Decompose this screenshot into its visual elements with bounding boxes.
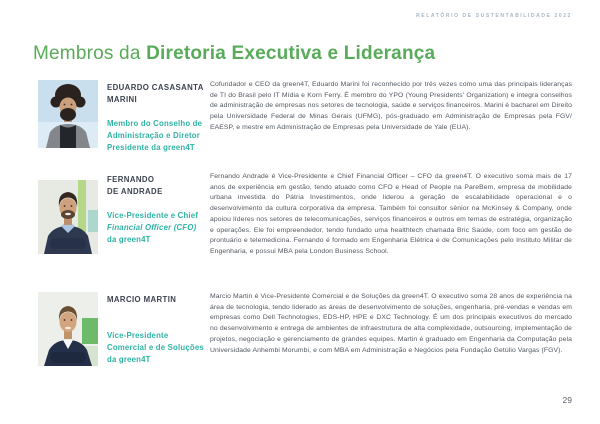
member-name (107, 174, 205, 198)
member-role-line: Vice-Presidente (107, 331, 169, 340)
portrait-photo-marcio-martin (38, 292, 98, 366)
member-role-line: Financial Officer (CFO) (107, 223, 197, 232)
member-role-line: da green4T (107, 235, 151, 244)
member-name-line: FERNANDO (107, 175, 155, 184)
page-title (33, 43, 435, 65)
member-bio: Marcio Martin é Vice-Presidente Comercial e de Soluções da green4T. O executivo soma 28 anos de experiência na área de tecnologia, tendo liderado as áreas de desenvolvimento de soluções, engenharia, pré-vendas e vendas em empresas como Dell Technologies, EDS-HP, HPE e DXC Technology. É um dos principais executivos do mercado no desenvolvimento e entrega de ambientes de infraestrutura de alta complexidade, outsourcing, implementação de projetos, negociação e gerenciamento de grandes equipes. Martin é graduado em Engenharia da Computação pela Universidade Anhembi Morumbi, e com MBA em Administração e Negócios pela Fundação Getúlio Vargas (FGV). (210, 293, 572, 354)
running-header: RELATÓRIO DE SUSTENTABILIDADE 2022 (416, 13, 572, 19)
portrait-photo-fernando-de-andrade (38, 180, 98, 254)
member-info (107, 174, 205, 246)
member-name-line: MARINI (107, 95, 138, 104)
member-bio: Cofundador e CEO da green4T, Eduardo Marini foi reconhecido por três vezes como uma das principais lideranças de TI do Brasil pelo IT Mídia e Korn Ferry. É membro do YPO (Young Presidents' Organization) e integra conselhos de administração de empresas nos setores de tecnologia, saúde e serviços financeiros. Marini é bacharel em Direito pela Universidade Federal de Minas Gerais (UFMG), pós-graduado em Administração de Empresas pela FGV/ EAESP, e mestre em Administração de Empresas pela Universidade de Yale (EUA). (210, 81, 572, 131)
member-role-line: Membro do Conselho de (107, 119, 203, 128)
profile-row-fernando-de-andrade (33, 172, 572, 258)
member-info (107, 294, 205, 366)
profile-row-marcio-martin (33, 292, 572, 366)
member-name (107, 294, 205, 318)
member-name (107, 82, 205, 106)
member-role (107, 118, 205, 154)
member-info (107, 82, 205, 154)
portrait-illustration (38, 80, 98, 148)
page-title-regular: Membros da (33, 43, 147, 64)
member-role-line: Comercial e de Soluções (107, 343, 204, 352)
portrait-illustration (38, 292, 98, 366)
portrait-illustration (38, 180, 98, 254)
member-role (107, 330, 205, 366)
member-role-line: Administração e Diretor (107, 131, 200, 140)
page-title-bold: Diretoria Executiva e Liderança (146, 43, 436, 64)
member-role (107, 210, 205, 246)
member-name-line: DE ANDRADE (107, 187, 163, 196)
member-bio: Fernando Andrade é Vice-Presidente e Chief Financial Officer – CFO da green4T. O executivo soma mais de 17 anos de experiência em gestão, tendo atuado como CFO e Head of People na PareBem, empresa de mobilidade urbana investida do Pátria Investimentos, onde liderou a geração de escalabilidade operacional e o desenvolvimento da cultura corporativa da empresa. Também foi consultor sênior na McKinsey & Company, onde apoiou líderes nos setores de telecomunicações, serviços financeiros e outros em temas de estratégia, organização e operações. Ele foi empreendedor, tendo fundado uma healthtech chamada Bric Saúde, com foco em gestão de prontuário e telemedicina. Fernando é formado em Engenharia Elétrica e de Comunicações pelo Instituto Militar de Engenharia, e possui MBA pela London Business School. (210, 173, 572, 255)
member-name-line: MARCIO MARTIN (107, 295, 177, 304)
page-number: 29 (562, 395, 572, 405)
portrait-photo-eduardo-marini (38, 80, 98, 148)
member-name-line: EDUARDO CASASANTA (107, 83, 204, 92)
member-role-line: da green4T (107, 355, 151, 364)
member-role-line: Presidente da green4T (107, 143, 195, 152)
member-role-line: Vice-Presidente e Chief (107, 211, 199, 220)
profile-row-eduardo-marini (33, 80, 572, 154)
